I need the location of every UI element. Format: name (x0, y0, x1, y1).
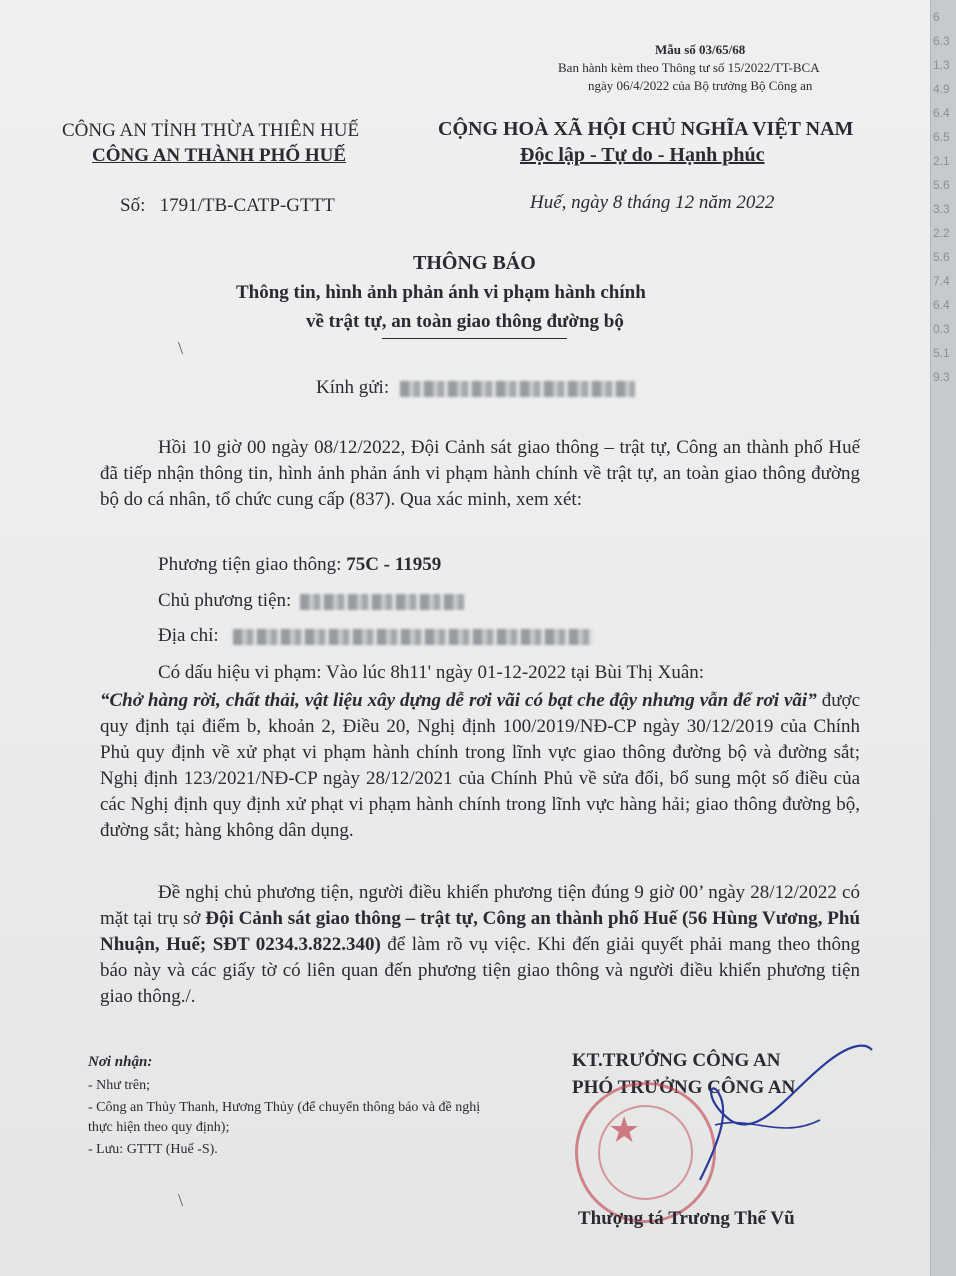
recipient-line (316, 377, 635, 399)
nation-title: CỘNG HOÀ XÃ HỘI CHỦ NGHĨA VIỆT NAM (438, 118, 854, 140)
stray-mark-2: \ (178, 1190, 184, 1210)
violation-legal-basis: được quy định tại điểm b, khoản 2, Điều 20, Nghị định 100/2019/NĐ-CP ngày 30/12/2019 của Chính Phủ quy định về xử phạt vi phạm hành chính trong lĩnh vực giao thông đường bộ và đường sắt; Nghị định 123/2021/NĐ-CP ngày 28/12/2021 của Chính Phủ về sửa đổi, bổ sung một số điều của các Nghị định quy định xử phạt vi phạm hành chính trong lĩnh vực hàng hải; giao thông đường bộ, đường sắt; hàng không dân dụng. (100, 690, 860, 841)
recipients-item-1: - Như trên; (88, 1078, 151, 1093)
redacted-address (233, 629, 593, 645)
violation-paragraph (100, 688, 860, 844)
notice-subtitle-1: Thông tin, hình ảnh phản ánh vi phạm hành chính (236, 282, 646, 303)
address-line (158, 625, 593, 647)
vehicle-plate: 75C - 11959 (346, 554, 442, 575)
document-number: Số: 1791/TB-CATP-GTTT (120, 195, 335, 216)
stray-mark: \ (178, 338, 184, 358)
notice-subtitle-2: về trật tự, an toàn giao thông đường bộ (306, 311, 624, 332)
agency-line2: CÔNG AN THÀNH PHỐ HUẾ (92, 145, 347, 166)
recipients-heading: Nơi nhận: (88, 1054, 153, 1070)
signer-name: Thượng tá Trương Thế Vũ (578, 1208, 795, 1229)
recipient-label: Kính gửi: (316, 377, 390, 398)
owner-label: Chủ phương tiện: (158, 590, 292, 611)
redacted-recipient-name (400, 381, 635, 397)
owner-line (158, 590, 465, 612)
request-rest: để làm rõ vụ việc. Khi đến giải quyết phải mang theo thông báo này và các giấy tờ có liên quan đến phương tiện giao thông và người điều khiển phương tiện giao thông./. (100, 934, 860, 1007)
violation-intro: Có dấu hiệu vi phạm: Vào lúc 8h11' ngày 01-12-2022 tại Bùi Thị Xuân: (158, 662, 705, 683)
agency-line1: CÔNG AN TỈNH THỪA THIÊN HUẾ (62, 120, 360, 141)
vehicle-line (158, 554, 441, 576)
nation-motto: Độc lập - Tự do - Hạnh phúc (520, 144, 765, 166)
handwritten-signature (690, 1030, 880, 1200)
request-intro: Đề nghị chủ phương tiện, người điều khiển phương tiện đúng 9 giờ 00’ ngày 28/12/2022 có mặt tại trụ sở (100, 882, 860, 929)
seal-star-icon: ★ (608, 1110, 641, 1150)
address-label: Địa chỉ: (158, 625, 219, 646)
underlying-page-edge: 6 6.3 1.3 4.9 6.4 6.5 2.1 5.6 3.3 2.2 5.6 7.4 6.4 0.3 5.1 9.3 (930, 0, 956, 1276)
document-date: Huế, ngày 8 tháng 12 năm 2022 (530, 192, 775, 213)
vehicle-label: Phương tiện giao thông: (158, 554, 347, 575)
recipients-item-3: - Lưu: GTTT (Huế -S). (88, 1142, 218, 1157)
notice-title: THÔNG BÁO (413, 252, 536, 274)
request-paragraph (100, 880, 860, 1010)
signature-title-1: KT.TRƯỞNG CÔNG AN (572, 1050, 781, 1071)
request-place: Đội Cảnh sát giao thông – trật tự, Công an thành phố Huế (56 Hùng Vương, Phú Nhuận, Huế; SĐT 0234.3.822.340) (100, 908, 861, 955)
redacted-owner-name (300, 594, 465, 610)
signature-title-2: PHÓ TRƯỞNG CÔNG AN (572, 1077, 796, 1098)
form-issued-line1: Ban hành kèm theo Thông tư số 15/2022/TT-BCA (558, 60, 820, 75)
violation-quote: “Chở hàng rời, chất thải, vật liệu xây dựng dễ rơi vãi có bạt che đậy nhưng vẫn để rơi vãi” (100, 690, 817, 711)
title-divider (382, 338, 567, 339)
form-number: Mẫu số 03/65/68 (655, 42, 746, 57)
recipients-item-2: - Công an Thủy Thanh, Hương Thủy (để chuyển thông báo và đề nghị thực hiện theo quy định); (88, 1100, 481, 1135)
intro-paragraph: Hồi 10 giờ 00 ngày 08/12/2022, Đội Cảnh sát giao thông – trật tự, Công an thành phố Huế đã tiếp nhận thông tin, hình ảnh phản ánh vi phạm hành chính về trật tự, an toàn giao thông đường bộ do cá nhân, tổ chức cung cấp (837). Qua xác minh, xem xét: (100, 437, 860, 510)
form-issued-line2: ngày 06/4/2022 của Bộ trưởng Bộ Công an (588, 78, 813, 93)
